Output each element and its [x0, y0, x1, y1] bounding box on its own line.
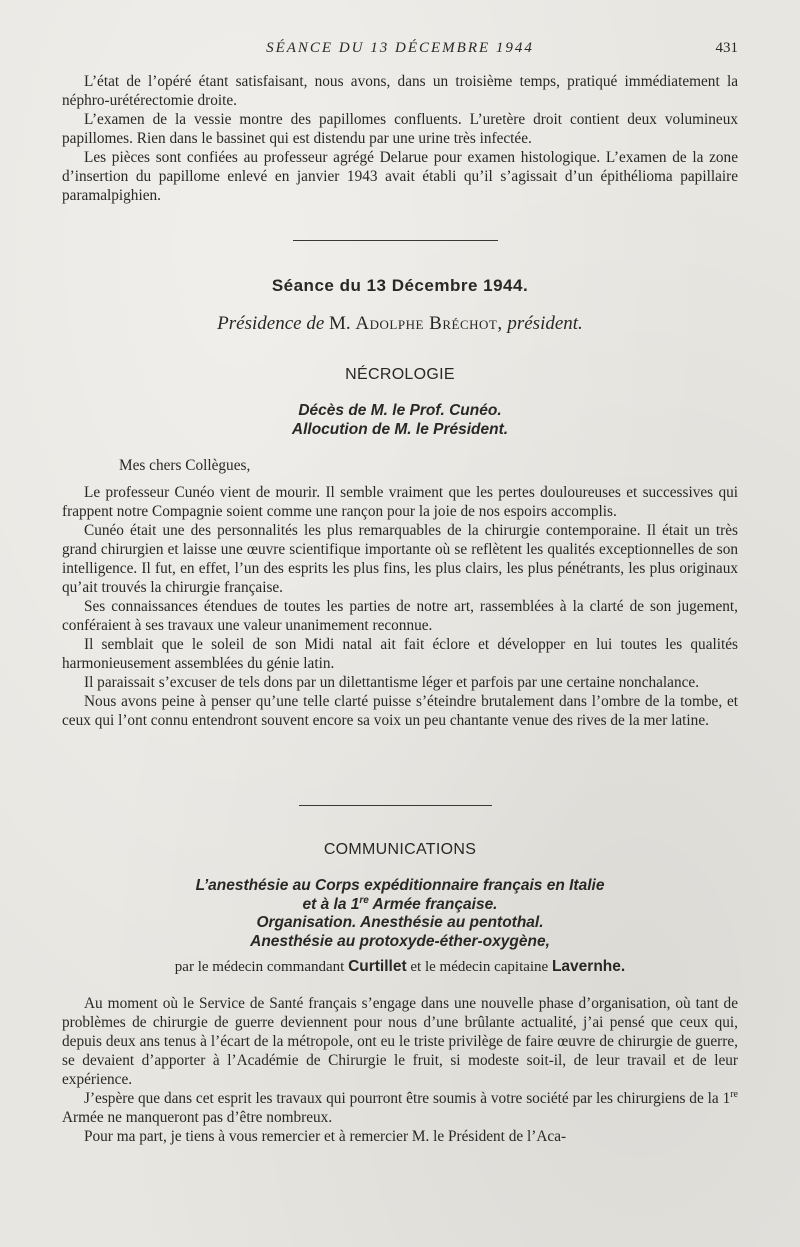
paragraph: Cunéo était une des personnalités les plus remarquables de la chirurgie contemporaine. Il était un très grand chirurgien et laisse une œuvre scientifique importante où se reflètent les qualités exceptionnelles de son intelligence. Il fut, en effet, l’un des esprits les plus fins, les plus clairs, les plus pénétrants, les plus originaux qu’ait trouvés la chirurgie française.: [62, 522, 738, 596]
running-title: SÉANCE DU 13 DÉCEMBRE 1944: [266, 40, 534, 56]
intro-text: [62, 72, 738, 205]
paragraph: L’examen de la vessie montre des papillomes confluents. L’uretère droit contient deux volumineux papillomes. Rien dans le bassinet qui est distendu par une urine très infectée.: [62, 111, 738, 147]
communication-title: [62, 895, 738, 915]
presidence-honorific: M.: [329, 313, 351, 334]
seance-title: Séance du 13 Décembre 1944.: [271, 276, 529, 295]
communication-text: [62, 994, 738, 1146]
section-divider: [293, 240, 498, 241]
byline-text: par le médecin commandant: [174, 959, 345, 975]
paragraph-text: J’espère que dans cet esprit les travaux qui pourront être soumis à votre société par les chirurgiens de la 1: [84, 1090, 731, 1107]
section-divider: [299, 805, 492, 806]
communication-title: L’anesthésie au Corps expéditionnaire français en Italie: [195, 877, 605, 894]
salutation-text: Mes chers Collègues,: [119, 457, 251, 474]
paragraph: [62, 1089, 738, 1127]
presidence-line: [62, 313, 738, 335]
communication-title: Organisation. Anesthésie au pentothal.: [256, 914, 544, 931]
title-text: et à la 1: [302, 896, 360, 913]
byline-text: et le médecin capitaine: [410, 959, 549, 975]
necrologie-subtitle: Allocution de M. le Président.: [291, 421, 509, 438]
running-header: [62, 40, 738, 62]
superscript: re: [730, 1088, 738, 1100]
author-name: Lavernhe.: [551, 958, 626, 975]
paragraph: Au moment où le Service de Santé français s’engage dans une nouvelle phase d’organisation, où tant de problèmes de chirurgie de guerre deviennent pour nous d’une brûlante actualité, j’ai pensé que ceux qui, depuis deux ans tenus à l’écart de la métropole, ont eu le triste privilège de faire œuvre de chirurgie de guerre, se devaient d’apporter à l’Académie de Chirurgie le fruit, si modeste soit-il, de leur travail et de leur expérience.: [62, 995, 738, 1088]
necrologie-text: [62, 483, 738, 730]
presidence-role: président.: [507, 313, 583, 334]
necrologie-subtitle: Décès de M. le Prof. Cunéo.: [298, 402, 502, 419]
paragraph: Les pièces sont confiées au professeur agrégé Delarue pour examen histologique. L’examen de la zone d’insertion du papillome enlevé en janvier 1943 avait établi qu’il s’agissait d’un épithélioma papillaire paramalpighien.: [62, 149, 738, 204]
paragraph: Pour ma part, je tiens à vous remercier et à remercier M. le Président de l’Aca-: [84, 1128, 567, 1145]
paragraph: Il semblait que le soleil de son Midi natal ait fait éclore et développer en lui toutes les qualités harmonieusement assemblées du génie latin.: [62, 636, 738, 672]
salutation: [62, 456, 738, 475]
necrologie-heading: NÉCROLOGIE: [345, 366, 455, 383]
paragraph: Ses connaissances étendues de toutes les parties de notre art, rassemblées à la clarté de son jugement, conféraient à ses travaux une valeur unanimement reconnue.: [62, 598, 738, 634]
page-number: 431: [715, 40, 738, 56]
paragraph: Le professeur Cunéo vient de mourir. Il semble vraiment que les pertes douloureuses et successives qui frappent notre Compagnie soient comme une rançon pour la joie de nos espoirs accomplis.: [62, 484, 738, 520]
paragraph: L’état de l’opéré étant satisfaisant, nous avons, dans un troisième temps, pratiqué immédiatement la néphro-urétérectomie droite.: [62, 73, 738, 109]
paragraph: Il paraissait s’excuser de tels dons par un dilettantisme léger et parfois par une certaine nonchalance.: [84, 674, 700, 691]
communication-title: Anesthésie au protoxyde-éther-oxygène,: [250, 933, 550, 950]
title-text: Armée française.: [368, 896, 498, 913]
presidence-label: Présidence de: [217, 313, 325, 334]
byline: [62, 958, 738, 976]
superscript: re: [359, 894, 369, 906]
paragraph-text: Armée ne manqueront pas d’être nombreux.: [62, 1109, 333, 1126]
president-name: Adolphe Bréchot,: [355, 313, 503, 334]
author-name: Curtillet: [348, 958, 407, 975]
communications-heading: COMMUNICATIONS: [323, 841, 477, 858]
paragraph: Nous avons peine à penser qu’une telle clarté puisse s’éteindre brutalement dans l’ombre de la tombe, et ceux qui l’ont connu entendront souvent encore sa voix un peu chantante venue des rives de la mer latine.: [62, 693, 738, 729]
